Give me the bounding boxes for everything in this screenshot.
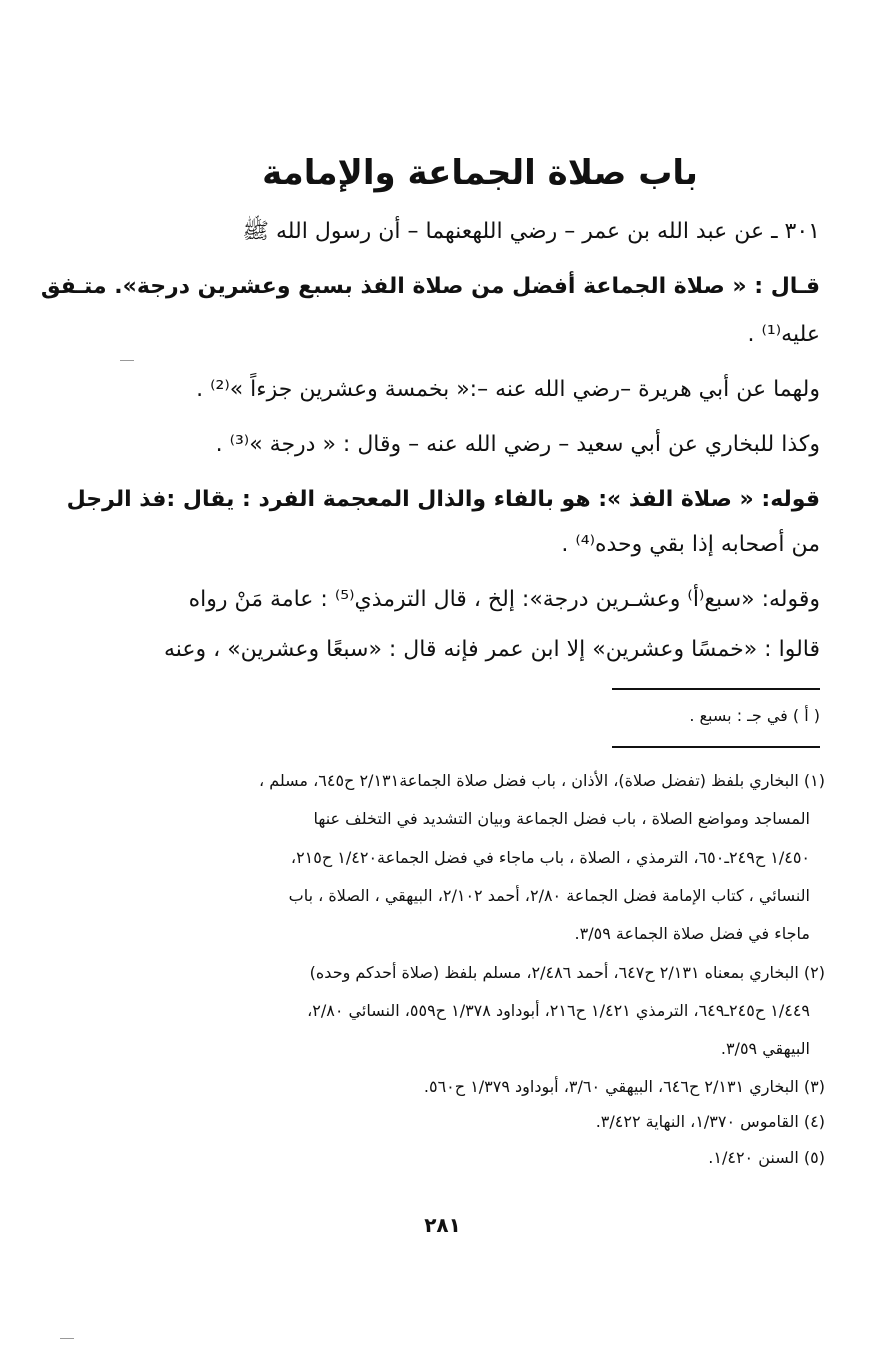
footnote-entry: (٥) السنن ١/٤٢٠. xyxy=(708,1148,825,1167)
body-line: ٣٠١ ـ عن عبد الله بن عمر – رضي اللهعنهما – أن رسول الله ﷺ xyxy=(242,219,820,244)
body-line: قالوا : «خمسًا وعشرين» إلا ابن عمر فإنه قال : «سبعًا وعشرين» ، وعنه xyxy=(163,637,820,662)
body-line: من أصحابه إذا بقي وحده⁽⁴⁾ . xyxy=(561,532,820,557)
footnote-entry: (٢) البخاري بمعناه ٢/١٣١ ح٦٤٧، أحمد ٢/٤٨٦، مسلم بلفظ (صلاة أحدكم وحده) xyxy=(309,963,825,982)
body-line: وقوله: «سبع⁽أ⁾ وعشـرين درجة»: إلخ ، قال الترمذي⁽⁵⁾ : عامة مَنْ رواه xyxy=(188,587,820,612)
variant-note: ( أ ) في جـ : بسبع . xyxy=(689,706,820,725)
page-number: ٢٨١ xyxy=(424,1213,461,1237)
body-line: ولهما عن أبي هريرة –رضي الله عنه –:« بخمسة وعشرين جزءاً »⁽²⁾ . xyxy=(196,377,820,402)
footnote-continuation: النسائي ، كتاب الإمامة فضل الجماعة ٢/٨٠، أحمد ٢/١٠٢، البيهقي ، الصلاة ، باب xyxy=(288,886,810,905)
body-line: عليه⁽¹⁾ . xyxy=(747,322,820,347)
footnote-continuation: ١/٤٤٩ ح٢٤٥ـ٦٤٩، الترمذي ١/٤٢١ ح٢١٦، أبوداود ١/٣٧٨ ح٥٥٩، النسائي ٢/٨٠، xyxy=(307,1001,810,1020)
footnote-entry: (٤) القاموس ١/٣٧٠، النهاية ٣/٤٢٢. xyxy=(595,1112,825,1131)
divider-variant-bottom xyxy=(612,746,820,748)
scan-mark xyxy=(120,360,134,361)
body-line: قوله: « صلاة الفذ »: هو بالفاء والذال المعجمة الفرد : يقال :فذ الرجل xyxy=(66,487,820,512)
body-line: وكذا للبخاري عن أبي سعيد – رضي الله عنه – وقال : « درجة »⁽³⁾ . xyxy=(215,432,820,457)
footnote-continuation: ماجاء في فضل صلاة الجماعة ٣/٥٩. xyxy=(574,924,810,943)
chapter-heading: باب صلاة الجماعة والإمامة xyxy=(262,153,698,193)
footnote-continuation: المساجد ومواضع الصلاة ، باب فضل الجماعة وبيان التشديد في التخلف عنها xyxy=(313,809,810,828)
divider-variant-top xyxy=(612,688,820,690)
footnote-entry: (٣) البخاري ٢/١٣١ ح٦٤٦، البيهقي ٣/٦٠، أبوداود ١/٣٧٩ ح٥٦٠. xyxy=(423,1077,825,1096)
footnote-continuation: البيهقي ٣/٥٩. xyxy=(720,1039,810,1058)
scan-mark xyxy=(60,1338,74,1339)
footnote-entry: (١) البخاري بلفظ (تفضل صلاة)، الأذان ، باب فضل صلاة الجماعة٢/١٣١ ح٦٤٥، مسلم ، xyxy=(258,771,825,790)
footnote-continuation: ١/٤٥٠ ح٢٤٩ـ٦٥٠، الترمذي ، الصلاة ، باب ماجاء في فضل الجماعة١/٤٢٠ ح٢١٥، xyxy=(290,848,810,867)
body-line: قـال : « صلاة الجماعة أفضل من صلاة الفذ بسبع وعشرين درجة». متـفق xyxy=(40,274,820,299)
